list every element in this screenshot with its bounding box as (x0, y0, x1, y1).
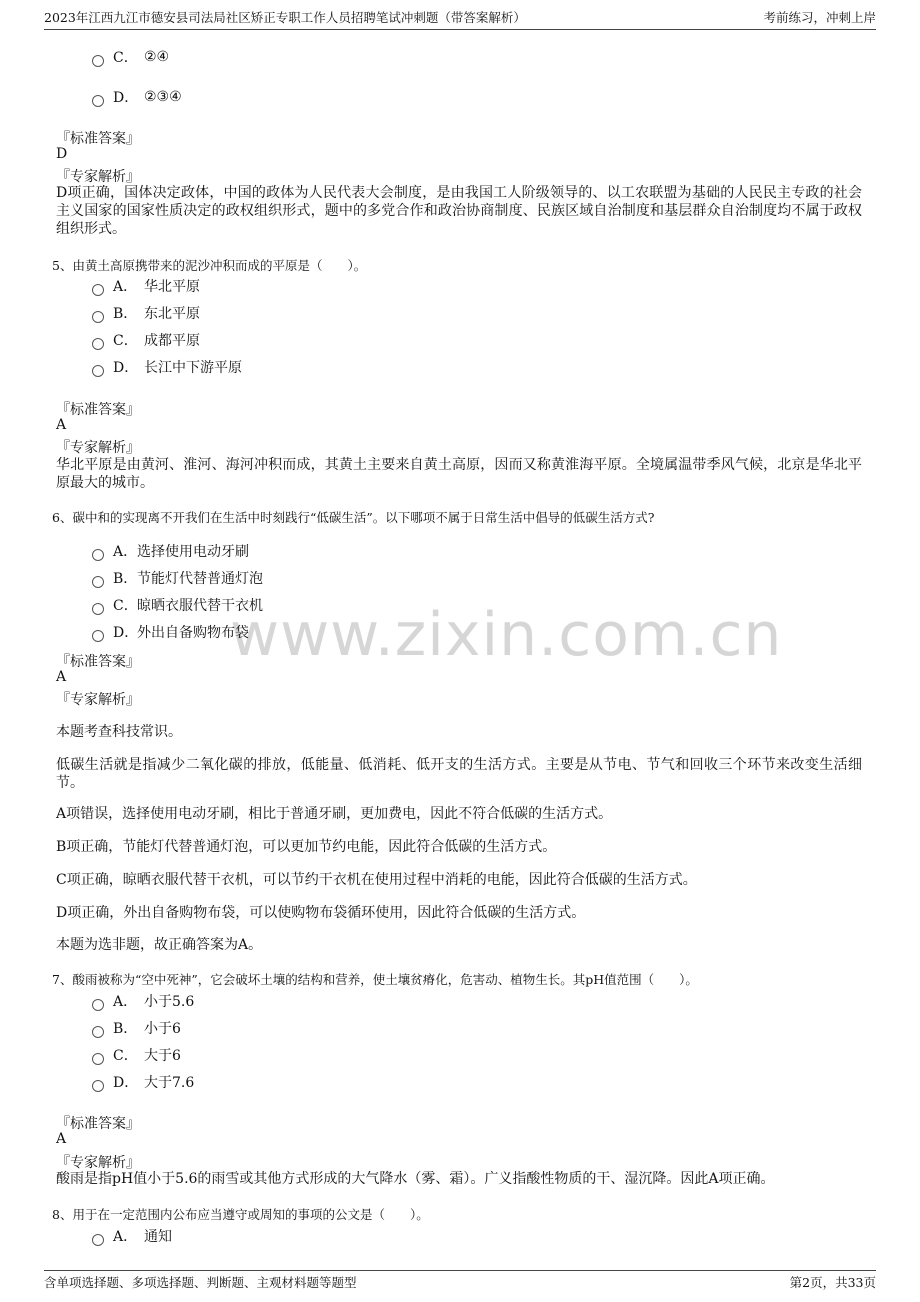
document-title: 2023年江西九江市德安县司法局社区矫正专职工作人员招聘笔试冲刺题（带答案解析） (44, 10, 526, 25)
radio-icon[interactable] (92, 1053, 104, 1065)
option-c[interactable]: C． 成都平原 (92, 330, 200, 350)
radio-icon[interactable] (92, 311, 104, 323)
option-a[interactable]: A． 小于5.6 (92, 991, 194, 1011)
radio-icon[interactable] (92, 55, 104, 67)
footer-note: 含单项选择题、多项选择题、判断题、主观材料题等题型 (44, 1275, 357, 1290)
analysis-paragraph: A项错误，选择使用电动牙刷，相比于普通牙刷，更加费电，因此不符合低碳的生活方式。 (56, 806, 613, 822)
header-slogan: 考前练习，冲刺上岸 (763, 10, 876, 25)
radio-icon[interactable] (92, 1234, 104, 1246)
radio-icon[interactable] (92, 365, 104, 377)
answer-label: 『标准答案』 (56, 654, 140, 670)
option-c[interactable]: C． 大于6 (92, 1045, 181, 1065)
analysis-label: 『专家解析』 (56, 692, 140, 708)
option-d[interactable]: D． 大于7.6 (92, 1072, 194, 1092)
analysis-label: 『专家解析』 (56, 169, 140, 185)
option-b[interactable]: B． 小于6 (92, 1018, 181, 1038)
answer-value: A (56, 417, 67, 433)
analysis-paragraph: C项正确，晾晒衣服代替干衣机，可以节约干衣机在使用过程中消耗的电能，因此符合低碳的生活方式。 (56, 872, 697, 888)
option-c[interactable]: C． 晾晒衣服代替干衣机 (92, 595, 263, 615)
radio-icon[interactable] (92, 999, 104, 1011)
question-stem: 7、酸雨被称为“空中死神”，它会破坏土壤的结构和营养，使土壤贫瘠化，危害动、植物生长。其pH值范围（ ）。 (52, 972, 698, 987)
analysis-label: 『专家解析』 (56, 1155, 140, 1171)
analysis-label: 『专家解析』 (56, 440, 140, 456)
radio-icon[interactable] (92, 95, 104, 107)
option-a[interactable]: A． 通知 (92, 1226, 172, 1246)
radio-icon[interactable] (92, 338, 104, 350)
answer-value: D (56, 146, 68, 162)
page-header (44, 0, 876, 30)
analysis-paragraph: 低碳生活就是指减少二氧化碳的排放，低能量、低消耗、低开支的生活方式。主要是从节电、节气和回收三个环节来改变生活细节。 (56, 757, 862, 791)
radio-icon[interactable] (92, 630, 104, 642)
analysis-text: 华北平原是由黄河、淮河、海河冲积而成，其黄土主要来自黄土高原，因而又称黄淮海平原。全境属温带季风气候，北京是华北平原最大的城市。 (56, 457, 862, 491)
analysis-paragraph: 本题考查科技常识。 (56, 724, 182, 740)
radio-icon[interactable] (92, 284, 104, 296)
option-b[interactable]: B． 节能灯代替普通灯泡 (92, 568, 263, 588)
option-c[interactable]: C． ②④ (92, 47, 169, 67)
option-a[interactable]: A． 选择使用电动牙刷 (92, 541, 249, 561)
answer-label: 『标准答案』 (56, 131, 140, 147)
answer-value: A (56, 669, 67, 685)
answer-label: 『标准答案』 (56, 1116, 140, 1132)
radio-icon[interactable] (92, 603, 104, 615)
question-stem: 8、用于在一定范围内公布应当遵守或周知的事项的公文是（ ）。 (52, 1207, 429, 1222)
question-stem: 6、碳中和的实现离不开我们在生活中时刻践行“低碳生活”。以下哪项不属于日常生活中倡导的低碳生活方式? (52, 510, 655, 525)
question-stem: 5、由黄土高原携带来的泥沙冲积而成的平原是（ ）。 (52, 258, 367, 273)
page-footer (44, 1270, 876, 1292)
option-d[interactable]: D． 长江中下游平原 (92, 357, 242, 377)
analysis-paragraph: B项正确，节能灯代替普通灯泡，可以更加节约电能，因此符合低碳的生活方式。 (56, 839, 557, 855)
answer-label: 『标准答案』 (56, 402, 140, 418)
radio-icon[interactable] (92, 549, 104, 561)
watermark: www.zixin.com.cn (230, 600, 783, 670)
page-number: 第2页，共33页 (789, 1275, 876, 1290)
analysis-paragraph: 本题为选非题，故正确答案为A。 (56, 937, 263, 953)
option-d[interactable]: D． 外出自备购物布袋 (92, 622, 249, 642)
radio-icon[interactable] (92, 1026, 104, 1038)
radio-icon[interactable] (92, 1080, 104, 1092)
answer-value: A (56, 1131, 67, 1147)
option-d[interactable]: D． ②③④ (92, 87, 182, 107)
option-a[interactable]: A． 华北平原 (92, 276, 200, 296)
analysis-paragraph: D项正确，外出自备购物布袋，可以使购物布袋循环使用，因此符合低碳的生活方式。 (56, 905, 586, 921)
radio-icon[interactable] (92, 576, 104, 588)
analysis-text: 酸雨是指pH值小于5.6的雨雪或其他方式形成的大气降水（雾、霜）。广义指酸性物质的干、湿沉降。因此A项正确。 (56, 1171, 775, 1187)
option-b[interactable]: B． 东北平原 (92, 303, 200, 323)
analysis-text: D项正确，国体决定政体，中国的政体为人民代表大会制度，是由我国工人阶级领导的、以工农联盟为基础的人民民主专政的社会主义国家的国家性质决定的政权组织形式，题中的多党合作和政治协商制度、民族区域自治制度和基层群众自治制度均不属于政权组织形式。 (56, 185, 862, 237)
